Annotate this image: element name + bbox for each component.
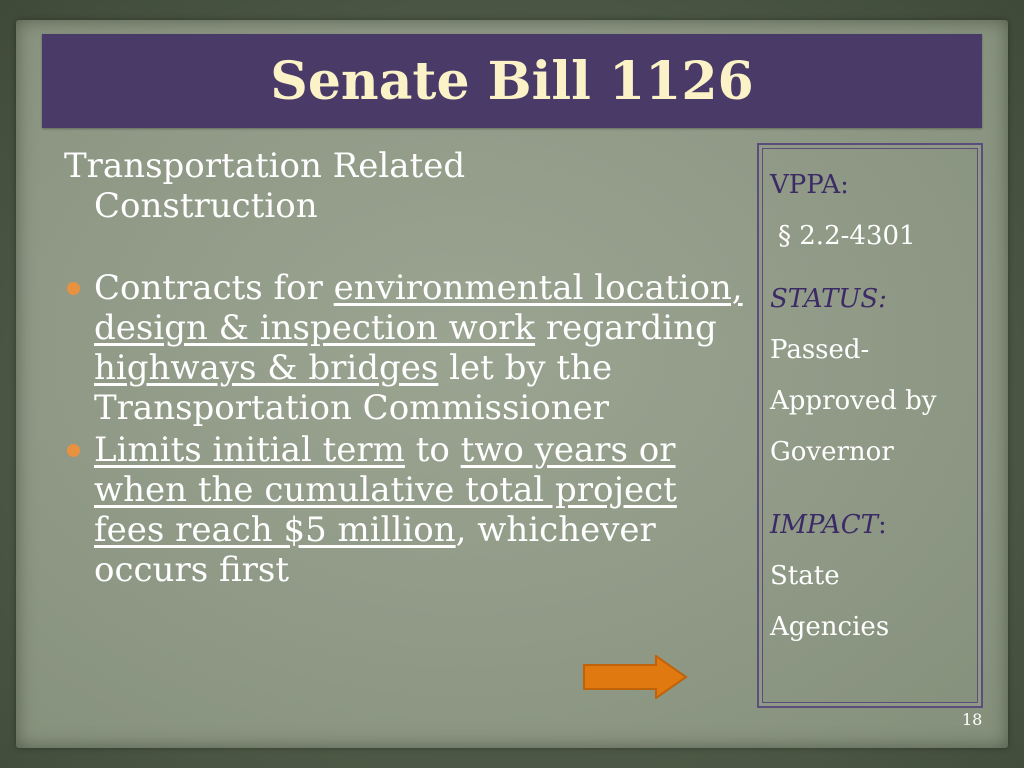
bullet-dot-icon: [67, 282, 80, 295]
status-label: STATUS:: [770, 284, 887, 314]
bullet1-underlined-scope: environmental location, design & inspection work: [94, 268, 743, 348]
bullet-item-limits: [64, 430, 744, 590]
bullet-list: [64, 268, 744, 590]
sidebar-info: [770, 160, 980, 653]
bullet2-underlined-limits: Limits initial term: [94, 430, 405, 470]
status-line-3: Governor: [770, 437, 894, 467]
bullet-item-contracts: [64, 268, 744, 428]
bullet2-post: , whichever occurs first: [94, 510, 656, 590]
vppa-code: § 2.2-4301: [778, 221, 916, 251]
bullet1-post: let by the Transportation Commissioner: [94, 348, 613, 428]
bullet2-underlined-term: two years or when the cumulative total project fees reach $5 million: [94, 430, 677, 550]
right-arrow-icon[interactable]: [582, 655, 688, 699]
impact-label: IMPACT: [770, 510, 879, 540]
bullet2-mid: to: [404, 430, 461, 470]
impact-colon: :: [878, 510, 887, 540]
main-content: [64, 146, 744, 592]
vppa-label: VPPA:: [770, 170, 849, 200]
status-line-2: Approved by: [770, 386, 937, 416]
impact-line-1: State: [770, 561, 840, 591]
bullet1-pre: Contracts for: [94, 268, 334, 308]
bullet1-underlined-highways: highways & bridges: [94, 348, 439, 388]
slide-title: Senate Bill 1126: [270, 50, 754, 112]
bullet1-mid: regarding: [535, 308, 717, 348]
lead-line-2: Construction: [94, 186, 318, 226]
page-number: 18: [962, 710, 983, 729]
title-band: [42, 34, 982, 128]
bullet-dot-icon: [67, 444, 80, 457]
lead-heading: [64, 146, 744, 226]
impact-label-row: [770, 500, 980, 551]
lead-line-1: Transportation Related: [64, 146, 466, 186]
status-line-1: Passed-: [770, 335, 870, 365]
impact-line-2: Agencies: [770, 612, 890, 642]
